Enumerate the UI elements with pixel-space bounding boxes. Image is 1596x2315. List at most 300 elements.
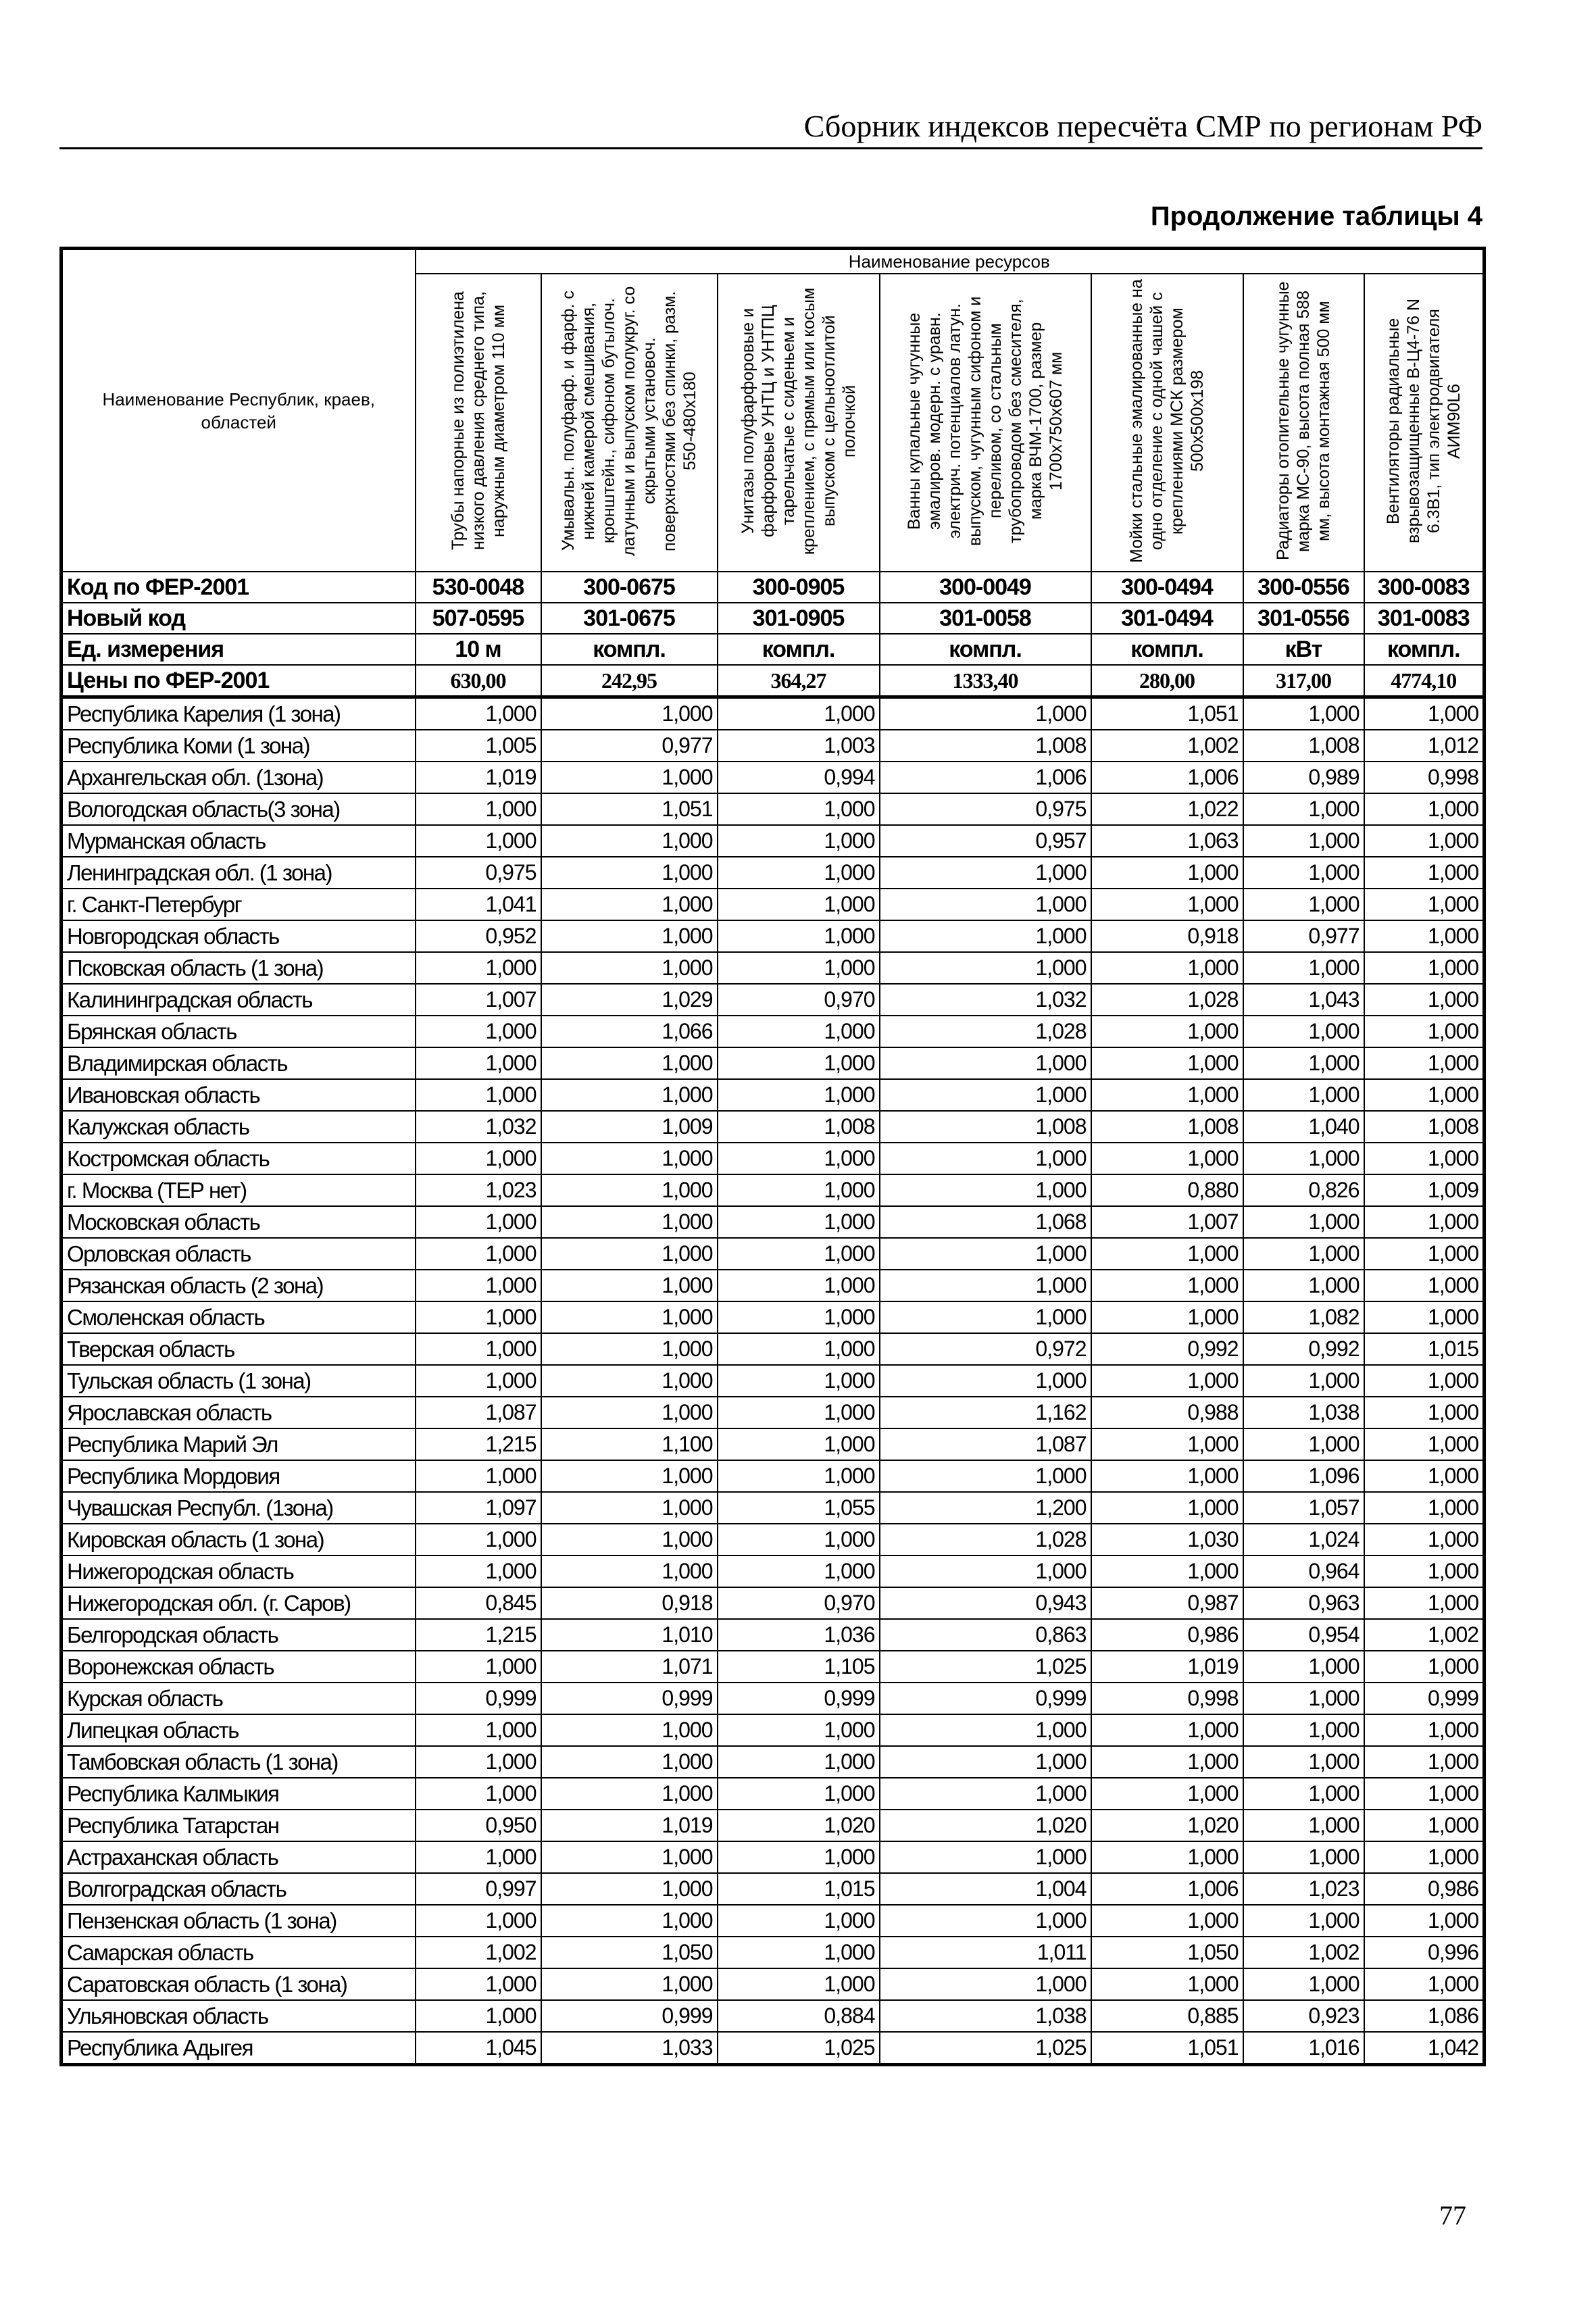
index-cell: 0,999 bbox=[718, 1683, 880, 1714]
index-cell: 1,000 bbox=[416, 1270, 541, 1301]
resource-column-header bbox=[1364, 274, 1485, 572]
index-cell: 0,999 bbox=[541, 1683, 718, 1714]
index-cell: 1,000 bbox=[416, 1746, 541, 1778]
index-cell: 0,863 bbox=[880, 1619, 1091, 1651]
region-name: Самарская область bbox=[61, 1937, 416, 1968]
index-cell: 1,000 bbox=[541, 1492, 718, 1524]
index-cell: 0,977 bbox=[1243, 920, 1364, 952]
index-cell: 1,000 bbox=[1243, 952, 1364, 984]
table-row bbox=[61, 1333, 1485, 1365]
index-cell: 1,000 bbox=[1364, 920, 1485, 952]
code-cell: 301-0494 bbox=[1091, 603, 1243, 634]
index-cell: 1,000 bbox=[880, 1047, 1091, 1079]
index-cell: 1,200 bbox=[880, 1492, 1091, 1524]
index-cell: 1,000 bbox=[880, 1301, 1091, 1333]
resource-column-header bbox=[541, 274, 718, 572]
index-cell: 1,019 bbox=[541, 1810, 718, 1841]
index-cell: 1,029 bbox=[541, 984, 718, 1016]
code-cell: 300-0494 bbox=[1091, 572, 1243, 603]
index-cell: 0,885 bbox=[1091, 2000, 1243, 2032]
index-cell: 1,024 bbox=[1243, 1524, 1364, 1555]
code-cell: 300-0049 bbox=[880, 572, 1091, 603]
index-cell: 1,023 bbox=[1243, 1873, 1364, 1905]
index-cell: 1,000 bbox=[880, 1841, 1091, 1873]
table-row bbox=[61, 1238, 1485, 1270]
table-row bbox=[61, 1365, 1485, 1397]
index-cell: 1,000 bbox=[718, 920, 880, 952]
resource-column-label: Мойки стальные эмалированные на одно отделение с одной чашей с креплениями МСК размером 500x500x198 bbox=[1127, 279, 1207, 563]
index-cell: 1,025 bbox=[880, 1651, 1091, 1683]
index-cell: 1,000 bbox=[1091, 1301, 1243, 1333]
index-cell: 1,006 bbox=[1091, 1873, 1243, 1905]
index-cell: 1,000 bbox=[541, 1270, 718, 1301]
index-cell: 1,019 bbox=[416, 762, 541, 793]
resource-column-header bbox=[718, 274, 880, 572]
region-name: Ивановская область bbox=[61, 1079, 416, 1111]
table-row bbox=[61, 1016, 1485, 1047]
table-continuation-label: Продолжение таблицы 4 bbox=[1150, 201, 1482, 231]
index-cell: 1,215 bbox=[416, 1619, 541, 1651]
index-cell: 1,000 bbox=[880, 1143, 1091, 1174]
index-cell: 0,943 bbox=[880, 1587, 1091, 1619]
index-cell: 1,008 bbox=[1243, 730, 1364, 762]
table-row bbox=[61, 1174, 1485, 1206]
code-cell: 10 м bbox=[416, 634, 541, 665]
index-cell: 1,000 bbox=[541, 697, 718, 730]
code-cell: 317,00 bbox=[1243, 665, 1364, 697]
index-cell: 1,000 bbox=[1243, 697, 1364, 730]
index-cell: 0,986 bbox=[1364, 1873, 1485, 1905]
code-cell: компл. bbox=[880, 634, 1091, 665]
table-row bbox=[61, 697, 1485, 730]
index-cell: 1,000 bbox=[1243, 1270, 1364, 1301]
index-cell: 1,000 bbox=[1364, 1587, 1485, 1619]
code-cell: компл. bbox=[541, 634, 718, 665]
index-cell: 1,096 bbox=[1243, 1460, 1364, 1492]
index-cell: 1,025 bbox=[718, 2032, 880, 2065]
index-cell: 1,000 bbox=[1091, 1492, 1243, 1524]
table-row bbox=[61, 1873, 1485, 1905]
table-row bbox=[61, 1143, 1485, 1174]
region-name: Республика Коми (1 зона) bbox=[61, 730, 416, 762]
region-name: Республика Калмыкия bbox=[61, 1778, 416, 1810]
index-cell: 1,000 bbox=[880, 1905, 1091, 1937]
index-cell: 0,923 bbox=[1243, 2000, 1364, 2032]
index-cell: 1,033 bbox=[541, 2032, 718, 2065]
code-cell: 4774,10 bbox=[1364, 665, 1485, 697]
index-cell: 0,970 bbox=[718, 984, 880, 1016]
index-cell: 1,000 bbox=[1243, 889, 1364, 920]
code-cell: 301-0675 bbox=[541, 603, 718, 634]
region-name: Республика Мордовия bbox=[61, 1460, 416, 1492]
index-cell: 1,000 bbox=[416, 1079, 541, 1111]
region-name: Белгородская область bbox=[61, 1619, 416, 1651]
index-cell: 1,000 bbox=[541, 1174, 718, 1206]
index-cell: 0,957 bbox=[880, 825, 1091, 857]
resource-column-label: Радиаторы отопительные чугунные марка МС-90, высота полная 588 мм, высота монтажная 500 мм bbox=[1274, 281, 1333, 561]
index-cell: 1,020 bbox=[880, 1810, 1091, 1841]
code-cell: 301-0083 bbox=[1364, 603, 1485, 634]
index-cell: 1,008 bbox=[718, 1111, 880, 1143]
index-cell: 1,000 bbox=[541, 1143, 718, 1174]
index-cell: 0,988 bbox=[1091, 1397, 1243, 1428]
table-row bbox=[61, 1714, 1485, 1746]
index-cell: 1,087 bbox=[880, 1428, 1091, 1460]
region-name: Чувашская Республ. (1зона) bbox=[61, 1492, 416, 1524]
index-cell: 1,000 bbox=[880, 697, 1091, 730]
index-cell: 1,000 bbox=[1364, 952, 1485, 984]
index-cell: 1,009 bbox=[541, 1111, 718, 1143]
index-cell: 1,000 bbox=[1364, 1778, 1485, 1810]
index-cell: 1,000 bbox=[880, 952, 1091, 984]
index-cell: 1,000 bbox=[416, 697, 541, 730]
index-cell: 1,097 bbox=[416, 1492, 541, 1524]
page-number: 77 bbox=[1439, 2200, 1466, 2231]
index-cell: 1,000 bbox=[1364, 1016, 1485, 1047]
index-cell: 1,000 bbox=[541, 1905, 718, 1937]
region-name: Республика Татарстан bbox=[61, 1810, 416, 1841]
region-name: Липецкая область bbox=[61, 1714, 416, 1746]
index-cell: 1,000 bbox=[416, 1206, 541, 1238]
index-cell: 0,994 bbox=[718, 762, 880, 793]
index-cell: 1,051 bbox=[1091, 697, 1243, 730]
index-cell: 0,998 bbox=[1091, 1683, 1243, 1714]
index-cell: 1,010 bbox=[541, 1619, 718, 1651]
region-name: Кировская область (1 зона) bbox=[61, 1524, 416, 1555]
index-cell: 0,999 bbox=[1364, 1683, 1485, 1714]
region-name: Костромская область bbox=[61, 1143, 416, 1174]
index-cell: 1,008 bbox=[880, 730, 1091, 762]
index-cell: 1,000 bbox=[416, 1714, 541, 1746]
index-cell: 1,068 bbox=[880, 1206, 1091, 1238]
code-row bbox=[61, 603, 1485, 634]
index-cell: 1,000 bbox=[416, 1238, 541, 1270]
table-row bbox=[61, 1937, 1485, 1968]
index-cell: 0,987 bbox=[1091, 1587, 1243, 1619]
index-cell: 1,000 bbox=[541, 762, 718, 793]
index-cell: 1,000 bbox=[416, 1968, 541, 2000]
index-cell: 1,002 bbox=[416, 1937, 541, 1968]
index-cell: 1,082 bbox=[1243, 1301, 1364, 1333]
region-name: Нижегородская область bbox=[61, 1555, 416, 1587]
table-row bbox=[61, 793, 1485, 825]
index-cell: 1,000 bbox=[1364, 1206, 1485, 1238]
index-cell: 1,000 bbox=[1364, 1555, 1485, 1587]
index-cell: 1,004 bbox=[880, 1873, 1091, 1905]
index-cell: 0,918 bbox=[541, 1587, 718, 1619]
index-cell: 1,000 bbox=[541, 1460, 718, 1492]
region-name: Ульяновская область bbox=[61, 2000, 416, 2032]
index-cell: 1,000 bbox=[1243, 1079, 1364, 1111]
index-cell: 1,000 bbox=[1364, 1968, 1485, 2000]
code-row bbox=[61, 572, 1485, 603]
index-cell: 1,000 bbox=[1364, 793, 1485, 825]
index-cell: 1,162 bbox=[880, 1397, 1091, 1428]
index-cell: 1,000 bbox=[718, 1746, 880, 1778]
index-cell: 1,000 bbox=[1243, 1143, 1364, 1174]
index-cell: 1,000 bbox=[718, 1301, 880, 1333]
index-cell: 1,000 bbox=[416, 1841, 541, 1873]
index-cell: 1,050 bbox=[1091, 1937, 1243, 1968]
index-cell: 1,000 bbox=[1364, 889, 1485, 920]
index-cell: 1,000 bbox=[1243, 1810, 1364, 1841]
region-name: Калужская область bbox=[61, 1111, 416, 1143]
table-row bbox=[61, 952, 1485, 984]
resource-column-header bbox=[416, 274, 541, 572]
index-cell: 1,006 bbox=[880, 762, 1091, 793]
index-cell: 1,000 bbox=[880, 1174, 1091, 1206]
index-cell: 1,005 bbox=[416, 730, 541, 762]
running-title: Сборник индексов пересчёта СМР по регионам РФ bbox=[803, 109, 1482, 143]
code-cell: 300-0556 bbox=[1243, 572, 1364, 603]
index-cell: 1,000 bbox=[718, 1016, 880, 1047]
index-cell: 1,000 bbox=[1364, 1460, 1485, 1492]
index-cell: 1,000 bbox=[880, 1460, 1091, 1492]
index-cell: 1,000 bbox=[416, 825, 541, 857]
resource-column-label: Умывальн. полуфарф. и фарф. с нижней камерой смешивания, кронштейн., сифоном бутылоч. латунным и выпуском полукруг. со скрытыми установоч. поверхностями без спинки, разм. 550-480x180 bbox=[559, 286, 699, 556]
index-cell: 1,000 bbox=[1091, 1365, 1243, 1397]
index-cell: 1,000 bbox=[416, 1016, 541, 1047]
index-cell: 1,000 bbox=[718, 1079, 880, 1111]
index-cell: 1,000 bbox=[1243, 1238, 1364, 1270]
code-cell: 364,27 bbox=[718, 665, 880, 697]
index-cell: 1,000 bbox=[1243, 1905, 1364, 1937]
index-cell: 0,999 bbox=[880, 1683, 1091, 1714]
index-cell: 1,000 bbox=[1091, 952, 1243, 984]
index-cell: 1,000 bbox=[416, 1651, 541, 1683]
table-row bbox=[61, 1428, 1485, 1460]
index-cell: 1,000 bbox=[1243, 1841, 1364, 1873]
index-cell: 1,000 bbox=[416, 1365, 541, 1397]
index-cell: 1,040 bbox=[1243, 1111, 1364, 1143]
index-cell: 1,087 bbox=[416, 1397, 541, 1428]
table-row bbox=[61, 1905, 1485, 1937]
region-column-header: Наименование Республик, краев, областей bbox=[61, 249, 416, 572]
region-name: Московская область bbox=[61, 1206, 416, 1238]
index-cell: 1,000 bbox=[718, 697, 880, 730]
index-cell: 1,023 bbox=[416, 1174, 541, 1206]
index-cell: 1,071 bbox=[541, 1651, 718, 1683]
index-cell: 1,000 bbox=[416, 1905, 541, 1937]
code-row-label: Ед. измерения bbox=[61, 634, 416, 665]
table-row bbox=[61, 1492, 1485, 1524]
index-cell: 1,000 bbox=[416, 1555, 541, 1587]
index-cell: 1,000 bbox=[880, 1079, 1091, 1111]
index-cell: 1,055 bbox=[718, 1492, 880, 1524]
regional-index-table bbox=[59, 247, 1486, 2066]
resource-column-header bbox=[880, 274, 1091, 572]
index-cell: 0,952 bbox=[416, 920, 541, 952]
index-cell: 1,000 bbox=[416, 1333, 541, 1365]
region-name: Республика Карелия (1 зона) bbox=[61, 697, 416, 730]
index-cell: 1,000 bbox=[1364, 857, 1485, 889]
index-cell: 1,028 bbox=[1091, 984, 1243, 1016]
index-cell: 1,000 bbox=[541, 1206, 718, 1238]
index-cell: 1,028 bbox=[880, 1524, 1091, 1555]
code-cell: 507-0595 bbox=[416, 603, 541, 634]
index-cell: 0,989 bbox=[1243, 762, 1364, 793]
table-row bbox=[61, 1841, 1485, 1873]
index-cell: 1,000 bbox=[880, 1778, 1091, 1810]
index-cell: 1,000 bbox=[1364, 1651, 1485, 1683]
region-name: Тамбовская область (1 зона) bbox=[61, 1746, 416, 1778]
table-row bbox=[61, 1206, 1485, 1238]
code-cell: 530-0048 bbox=[416, 572, 541, 603]
region-name: Владимирская область bbox=[61, 1047, 416, 1079]
table-row bbox=[61, 1651, 1485, 1683]
index-cell: 1,000 bbox=[718, 793, 880, 825]
index-cell: 1,025 bbox=[880, 2032, 1091, 2065]
region-name: г. Москва (ТЕР нет) bbox=[61, 1174, 416, 1206]
region-name: Архангельская обл. (1зона) bbox=[61, 762, 416, 793]
index-cell: 1,020 bbox=[718, 1810, 880, 1841]
index-cell: 1,000 bbox=[1364, 1841, 1485, 1873]
index-cell: 1,000 bbox=[1243, 1206, 1364, 1238]
index-cell: 0,880 bbox=[1091, 1174, 1243, 1206]
code-cell: кВт bbox=[1243, 634, 1364, 665]
region-name: Курская область bbox=[61, 1683, 416, 1714]
index-cell: 1,000 bbox=[416, 1460, 541, 1492]
index-cell: 1,008 bbox=[880, 1111, 1091, 1143]
index-cell: 1,000 bbox=[718, 1555, 880, 1587]
index-cell: 1,000 bbox=[1364, 1524, 1485, 1555]
index-cell: 0,992 bbox=[1243, 1333, 1364, 1365]
index-cell: 1,000 bbox=[1243, 1714, 1364, 1746]
index-cell: 1,000 bbox=[718, 1841, 880, 1873]
index-cell: 1,000 bbox=[718, 1524, 880, 1555]
index-cell: 1,000 bbox=[1243, 1683, 1364, 1714]
index-cell: 1,000 bbox=[1364, 1810, 1485, 1841]
index-cell: 1,028 bbox=[880, 1016, 1091, 1047]
index-cell: 1,019 bbox=[1091, 1651, 1243, 1683]
code-cell: 301-0058 bbox=[880, 603, 1091, 634]
region-name: Тверская область bbox=[61, 1333, 416, 1365]
index-cell: 1,000 bbox=[1364, 1301, 1485, 1333]
index-cell: 0,996 bbox=[1364, 1937, 1485, 1968]
index-cell: 1,000 bbox=[718, 857, 880, 889]
table-row bbox=[61, 1683, 1485, 1714]
index-cell: 0,992 bbox=[1091, 1333, 1243, 1365]
index-cell: 1,000 bbox=[541, 857, 718, 889]
index-cell: 1,000 bbox=[1243, 1778, 1364, 1810]
index-cell: 1,022 bbox=[1091, 793, 1243, 825]
table-row bbox=[61, 1524, 1485, 1555]
region-name: Волгоградская область bbox=[61, 1873, 416, 1905]
code-cell: 300-0675 bbox=[541, 572, 718, 603]
index-cell: 1,000 bbox=[1243, 1047, 1364, 1079]
index-cell: 1,000 bbox=[880, 857, 1091, 889]
table-row bbox=[61, 857, 1485, 889]
index-cell: 1,000 bbox=[1243, 1428, 1364, 1460]
table-row bbox=[61, 825, 1485, 857]
index-cell: 1,000 bbox=[718, 1968, 880, 2000]
code-cell: 301-0905 bbox=[718, 603, 880, 634]
index-cell: 1,000 bbox=[1364, 1714, 1485, 1746]
region-name: Смоленская область bbox=[61, 1301, 416, 1333]
region-name: Нижегородская обл. (г. Саров) bbox=[61, 1587, 416, 1619]
table-row bbox=[61, 2000, 1485, 2032]
index-cell: 1,003 bbox=[718, 730, 880, 762]
table-row bbox=[61, 1619, 1485, 1651]
index-cell: 0,963 bbox=[1243, 1587, 1364, 1619]
region-name: Республика Адыгея bbox=[61, 2032, 416, 2065]
index-cell: 0,986 bbox=[1091, 1619, 1243, 1651]
index-cell: 1,000 bbox=[718, 1937, 880, 1968]
index-cell: 1,000 bbox=[541, 1333, 718, 1365]
index-cell: 1,051 bbox=[1091, 2032, 1243, 2065]
index-cell: 1,105 bbox=[718, 1651, 880, 1683]
index-cell: 1,002 bbox=[1091, 730, 1243, 762]
index-cell: 1,002 bbox=[1364, 1619, 1485, 1651]
index-cell: 1,000 bbox=[1364, 1428, 1485, 1460]
index-cell: 1,000 bbox=[1364, 1365, 1485, 1397]
index-cell: 0,918 bbox=[1091, 920, 1243, 952]
index-cell: 1,000 bbox=[1243, 825, 1364, 857]
index-cell: 1,000 bbox=[1364, 984, 1485, 1016]
region-name: Ярославская область bbox=[61, 1397, 416, 1428]
index-cell: 1,000 bbox=[1364, 1905, 1485, 1937]
index-cell: 1,000 bbox=[541, 1301, 718, 1333]
index-cell: 1,000 bbox=[1364, 1492, 1485, 1524]
index-cell: 1,000 bbox=[718, 1238, 880, 1270]
code-cell: компл. bbox=[718, 634, 880, 665]
index-cell: 1,045 bbox=[416, 2032, 541, 2065]
region-name: Рязанская область (2 зона) bbox=[61, 1270, 416, 1301]
index-cell: 1,000 bbox=[1091, 1460, 1243, 1492]
index-cell: 0,884 bbox=[718, 2000, 880, 2032]
table-row bbox=[61, 1746, 1485, 1778]
index-cell: 1,000 bbox=[1091, 889, 1243, 920]
index-cell: 1,000 bbox=[718, 1905, 880, 1937]
index-cell: 1,000 bbox=[880, 1555, 1091, 1587]
index-cell: 1,000 bbox=[1243, 793, 1364, 825]
index-cell: 1,000 bbox=[1364, 825, 1485, 857]
index-cell: 1,000 bbox=[541, 1238, 718, 1270]
index-cell: 1,000 bbox=[880, 920, 1091, 952]
index-cell: 1,020 bbox=[1091, 1810, 1243, 1841]
code-row bbox=[61, 665, 1485, 697]
index-cell: 1,002 bbox=[1243, 1937, 1364, 1968]
index-cell: 1,000 bbox=[1091, 1143, 1243, 1174]
index-cell: 0,826 bbox=[1243, 1174, 1364, 1206]
index-cell: 1,000 bbox=[416, 1047, 541, 1079]
index-cell: 1,000 bbox=[1091, 1238, 1243, 1270]
table-row bbox=[61, 889, 1485, 920]
index-cell: 1,000 bbox=[541, 1555, 718, 1587]
resource-column-label: Трубы напорные из полиэтилена низкого давления среднего типа, наружным диаметром 110 мм bbox=[448, 291, 508, 551]
region-name: Новгородская область bbox=[61, 920, 416, 952]
code-cell: 300-0083 bbox=[1364, 572, 1485, 603]
table-row bbox=[61, 1111, 1485, 1143]
index-cell: 1,000 bbox=[718, 1460, 880, 1492]
index-cell: 1,066 bbox=[541, 1016, 718, 1047]
index-cell: 1,000 bbox=[880, 1238, 1091, 1270]
index-cell: 1,011 bbox=[880, 1937, 1091, 1968]
header-rule bbox=[59, 147, 1482, 149]
index-cell: 0,954 bbox=[1243, 1619, 1364, 1651]
index-cell: 0,999 bbox=[541, 2000, 718, 2032]
index-cell: 1,000 bbox=[1091, 1047, 1243, 1079]
index-cell: 0,972 bbox=[880, 1333, 1091, 1365]
index-cell: 1,000 bbox=[416, 793, 541, 825]
index-cell: 1,000 bbox=[880, 1270, 1091, 1301]
code-cell: 300-0905 bbox=[718, 572, 880, 603]
index-cell: 1,000 bbox=[718, 1047, 880, 1079]
index-cell: 1,000 bbox=[1091, 1428, 1243, 1460]
index-cell: 1,032 bbox=[880, 984, 1091, 1016]
index-cell: 1,006 bbox=[1091, 762, 1243, 793]
region-name: Республика Марий Эл bbox=[61, 1428, 416, 1460]
